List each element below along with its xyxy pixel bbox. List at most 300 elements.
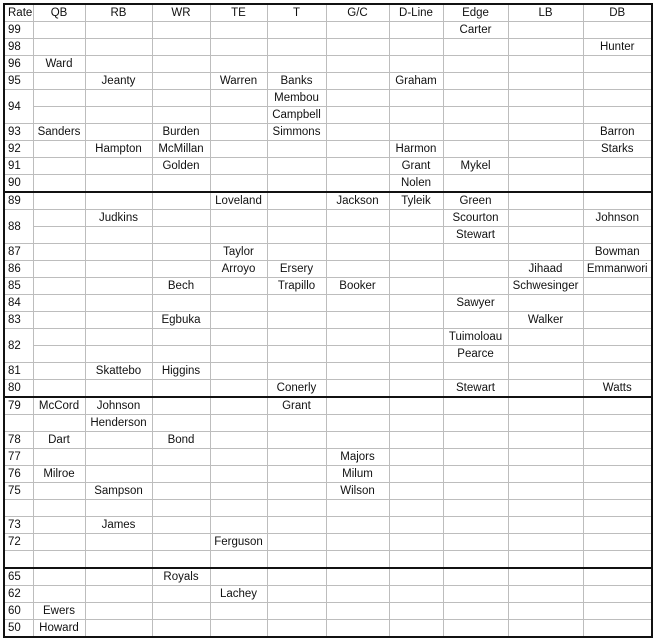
player-cell[interactable]: [326, 329, 389, 346]
player-cell[interactable]: [326, 73, 389, 90]
rate-cell[interactable]: 76: [4, 466, 33, 483]
player-cell[interactable]: [152, 415, 210, 432]
player-cell[interactable]: [210, 397, 267, 415]
player-cell[interactable]: Ferguson: [210, 534, 267, 551]
player-cell[interactable]: Bond: [152, 432, 210, 449]
player-cell[interactable]: [443, 483, 508, 500]
player-cell[interactable]: [508, 124, 583, 141]
player-cell[interactable]: [389, 124, 443, 141]
player-cell[interactable]: [326, 175, 389, 193]
player-cell[interactable]: [389, 568, 443, 586]
player-cell[interactable]: [267, 568, 326, 586]
player-cell[interactable]: [508, 158, 583, 175]
player-cell[interactable]: [508, 107, 583, 124]
player-cell[interactable]: [33, 329, 85, 346]
player-cell[interactable]: [443, 278, 508, 295]
player-cell[interactable]: [152, 603, 210, 620]
player-cell[interactable]: [85, 466, 152, 483]
player-cell[interactable]: [583, 107, 652, 124]
rate-cell[interactable]: 87: [4, 244, 33, 261]
player-cell[interactable]: Tuimoloau: [443, 329, 508, 346]
player-cell[interactable]: Tyleik: [389, 192, 443, 210]
player-cell[interactable]: [583, 517, 652, 534]
player-cell[interactable]: [152, 73, 210, 90]
player-cell[interactable]: [152, 261, 210, 278]
player-cell[interactable]: [389, 312, 443, 329]
player-cell[interactable]: [85, 158, 152, 175]
player-cell[interactable]: [326, 432, 389, 449]
player-cell[interactable]: McCord: [33, 397, 85, 415]
column-header[interactable]: Rate: [4, 4, 33, 22]
player-cell[interactable]: [152, 500, 210, 517]
player-cell[interactable]: [443, 261, 508, 278]
player-cell[interactable]: [389, 346, 443, 363]
player-cell[interactable]: Judkins: [85, 210, 152, 227]
player-cell[interactable]: [583, 363, 652, 380]
player-cell[interactable]: [583, 415, 652, 432]
player-cell[interactable]: [152, 466, 210, 483]
player-cell[interactable]: [389, 397, 443, 415]
player-cell[interactable]: [267, 483, 326, 500]
column-header[interactable]: DB: [583, 4, 652, 22]
player-cell[interactable]: [326, 56, 389, 73]
player-cell[interactable]: [326, 397, 389, 415]
rate-cell[interactable]: [4, 500, 33, 517]
player-cell[interactable]: [152, 244, 210, 261]
player-cell[interactable]: [508, 568, 583, 586]
player-cell[interactable]: Egbuka: [152, 312, 210, 329]
player-cell[interactable]: [326, 568, 389, 586]
player-cell[interactable]: [33, 175, 85, 193]
player-cell[interactable]: [267, 175, 326, 193]
player-cell[interactable]: [443, 466, 508, 483]
column-header[interactable]: T: [267, 4, 326, 22]
column-header[interactable]: G/C: [326, 4, 389, 22]
rate-cell[interactable]: 65: [4, 568, 33, 586]
player-cell[interactable]: Stewart: [443, 380, 508, 398]
player-cell[interactable]: [443, 107, 508, 124]
player-cell[interactable]: [326, 90, 389, 107]
player-cell[interactable]: [389, 227, 443, 244]
player-cell[interactable]: [85, 329, 152, 346]
player-cell[interactable]: [33, 586, 85, 603]
player-cell[interactable]: Membou: [267, 90, 326, 107]
player-cell[interactable]: Pearce: [443, 346, 508, 363]
rate-cell[interactable]: 95: [4, 73, 33, 90]
player-cell[interactable]: [85, 312, 152, 329]
player-cell[interactable]: [508, 56, 583, 73]
player-cell[interactable]: [267, 620, 326, 638]
player-cell[interactable]: [326, 227, 389, 244]
player-cell[interactable]: [508, 500, 583, 517]
player-cell[interactable]: [267, 517, 326, 534]
player-cell[interactable]: [210, 124, 267, 141]
rate-cell[interactable]: 72: [4, 534, 33, 551]
player-cell[interactable]: [152, 329, 210, 346]
player-cell[interactable]: [326, 244, 389, 261]
player-cell[interactable]: [508, 329, 583, 346]
player-cell[interactable]: Nolen: [389, 175, 443, 193]
player-cell[interactable]: Burden: [152, 124, 210, 141]
player-cell[interactable]: [508, 227, 583, 244]
player-cell[interactable]: Howard: [33, 620, 85, 638]
player-cell[interactable]: [508, 517, 583, 534]
player-cell[interactable]: [583, 534, 652, 551]
player-cell[interactable]: [508, 586, 583, 603]
player-cell[interactable]: [152, 397, 210, 415]
player-cell[interactable]: [267, 210, 326, 227]
player-cell[interactable]: [33, 107, 85, 124]
player-cell[interactable]: [152, 517, 210, 534]
player-cell[interactable]: [443, 449, 508, 466]
player-cell[interactable]: [583, 192, 652, 210]
player-cell[interactable]: [583, 551, 652, 569]
player-cell[interactable]: [326, 534, 389, 551]
player-cell[interactable]: Graham: [389, 73, 443, 90]
player-cell[interactable]: [210, 278, 267, 295]
player-cell[interactable]: [33, 346, 85, 363]
column-header[interactable]: RB: [85, 4, 152, 22]
player-cell[interactable]: [326, 295, 389, 312]
rate-cell[interactable]: 90: [4, 175, 33, 193]
player-cell[interactable]: Majors: [326, 449, 389, 466]
player-cell[interactable]: Banks: [267, 73, 326, 90]
player-cell[interactable]: [152, 56, 210, 73]
player-cell[interactable]: [326, 517, 389, 534]
player-cell[interactable]: [389, 22, 443, 39]
player-cell[interactable]: [508, 620, 583, 638]
player-cell[interactable]: [326, 210, 389, 227]
player-cell[interactable]: Conerly: [267, 380, 326, 398]
player-cell[interactable]: [85, 227, 152, 244]
player-cell[interactable]: [583, 22, 652, 39]
player-cell[interactable]: [210, 449, 267, 466]
player-cell[interactable]: [33, 551, 85, 569]
player-cell[interactable]: [583, 620, 652, 638]
player-cell[interactable]: [33, 568, 85, 586]
player-cell[interactable]: [583, 500, 652, 517]
player-cell[interactable]: [326, 312, 389, 329]
player-cell[interactable]: [326, 380, 389, 398]
rate-cell[interactable]: 75: [4, 483, 33, 500]
player-cell[interactable]: [152, 586, 210, 603]
player-cell[interactable]: [389, 551, 443, 569]
player-cell[interactable]: [326, 261, 389, 278]
rate-cell[interactable]: 60: [4, 603, 33, 620]
player-cell[interactable]: [583, 158, 652, 175]
player-cell[interactable]: [326, 500, 389, 517]
player-cell[interactable]: [326, 107, 389, 124]
player-cell[interactable]: [152, 483, 210, 500]
rate-cell[interactable]: 50: [4, 620, 33, 638]
player-cell[interactable]: [583, 175, 652, 193]
player-cell[interactable]: [33, 90, 85, 107]
player-cell[interactable]: [85, 124, 152, 141]
player-cell[interactable]: [267, 56, 326, 73]
player-cell[interactable]: [152, 449, 210, 466]
player-cell[interactable]: Stewart: [443, 227, 508, 244]
player-cell[interactable]: [210, 432, 267, 449]
player-cell[interactable]: [389, 278, 443, 295]
player-cell[interactable]: [85, 620, 152, 638]
player-cell[interactable]: [33, 210, 85, 227]
player-cell[interactable]: [508, 551, 583, 569]
player-cell[interactable]: Barron: [583, 124, 652, 141]
column-header[interactable]: Edge: [443, 4, 508, 22]
player-cell[interactable]: [583, 449, 652, 466]
player-cell[interactable]: Bowman: [583, 244, 652, 261]
column-header[interactable]: D-Line: [389, 4, 443, 22]
player-cell[interactable]: [389, 603, 443, 620]
player-cell[interactable]: [33, 415, 85, 432]
player-cell[interactable]: [443, 415, 508, 432]
player-cell[interactable]: [389, 210, 443, 227]
player-cell[interactable]: Milroe: [33, 466, 85, 483]
player-cell[interactable]: Wilson: [326, 483, 389, 500]
player-cell[interactable]: Ward: [33, 56, 85, 73]
rate-cell[interactable]: 93: [4, 124, 33, 141]
player-cell[interactable]: [326, 586, 389, 603]
player-cell[interactable]: [85, 39, 152, 56]
player-cell[interactable]: [267, 158, 326, 175]
player-cell[interactable]: Jihaad: [508, 261, 583, 278]
rate-cell[interactable]: 62: [4, 586, 33, 603]
player-cell[interactable]: Johnson: [583, 210, 652, 227]
player-cell[interactable]: [33, 192, 85, 210]
player-cell[interactable]: Henderson: [85, 415, 152, 432]
player-cell[interactable]: [152, 39, 210, 56]
player-cell[interactable]: [152, 90, 210, 107]
player-cell[interactable]: [508, 363, 583, 380]
player-cell[interactable]: [152, 346, 210, 363]
player-cell[interactable]: [583, 466, 652, 483]
player-cell[interactable]: [210, 346, 267, 363]
player-cell[interactable]: [443, 568, 508, 586]
rate-cell[interactable]: 94: [4, 90, 33, 124]
player-cell[interactable]: [583, 227, 652, 244]
player-cell[interactable]: [508, 192, 583, 210]
player-cell[interactable]: [583, 278, 652, 295]
player-cell[interactable]: [33, 517, 85, 534]
player-cell[interactable]: [267, 346, 326, 363]
player-cell[interactable]: [508, 295, 583, 312]
player-cell[interactable]: [33, 363, 85, 380]
player-cell[interactable]: [508, 397, 583, 415]
player-cell[interactable]: Royals: [152, 568, 210, 586]
player-cell[interactable]: [210, 415, 267, 432]
player-cell[interactable]: [267, 603, 326, 620]
player-cell[interactable]: [33, 449, 85, 466]
player-cell[interactable]: [210, 500, 267, 517]
player-cell[interactable]: [85, 261, 152, 278]
player-cell[interactable]: Loveland: [210, 192, 267, 210]
player-cell[interactable]: [85, 56, 152, 73]
player-cell[interactable]: [443, 56, 508, 73]
player-cell[interactable]: [389, 586, 443, 603]
player-cell[interactable]: [85, 432, 152, 449]
rate-cell[interactable]: [4, 415, 33, 432]
player-cell[interactable]: [326, 141, 389, 158]
player-cell[interactable]: [389, 620, 443, 638]
rate-cell[interactable]: 82: [4, 329, 33, 363]
player-cell[interactable]: [152, 107, 210, 124]
player-cell[interactable]: Schwesinger: [508, 278, 583, 295]
player-cell[interactable]: [508, 466, 583, 483]
player-cell[interactable]: [508, 483, 583, 500]
player-cell[interactable]: Emmanwori: [583, 261, 652, 278]
player-cell[interactable]: [33, 227, 85, 244]
player-cell[interactable]: [152, 192, 210, 210]
rate-cell[interactable]: 92: [4, 141, 33, 158]
player-cell[interactable]: Starks: [583, 141, 652, 158]
player-cell[interactable]: [210, 380, 267, 398]
player-cell[interactable]: [326, 363, 389, 380]
player-cell[interactable]: [443, 517, 508, 534]
player-cell[interactable]: [267, 415, 326, 432]
player-cell[interactable]: [210, 141, 267, 158]
player-cell[interactable]: [389, 329, 443, 346]
player-cell[interactable]: [443, 534, 508, 551]
player-cell[interactable]: [85, 295, 152, 312]
player-cell[interactable]: [443, 141, 508, 158]
player-cell[interactable]: Skattebo: [85, 363, 152, 380]
rate-cell[interactable]: 91: [4, 158, 33, 175]
player-cell[interactable]: [210, 312, 267, 329]
player-cell[interactable]: [443, 620, 508, 638]
player-cell[interactable]: [389, 534, 443, 551]
player-cell[interactable]: [210, 227, 267, 244]
player-cell[interactable]: [152, 534, 210, 551]
player-cell[interactable]: [210, 107, 267, 124]
player-cell[interactable]: [152, 620, 210, 638]
player-cell[interactable]: [85, 603, 152, 620]
player-cell[interactable]: [85, 500, 152, 517]
player-cell[interactable]: [85, 244, 152, 261]
column-header[interactable]: TE: [210, 4, 267, 22]
player-cell[interactable]: [508, 449, 583, 466]
player-cell[interactable]: [583, 346, 652, 363]
player-cell[interactable]: [583, 483, 652, 500]
player-cell[interactable]: [389, 500, 443, 517]
player-cell[interactable]: Sawyer: [443, 295, 508, 312]
player-cell[interactable]: [85, 107, 152, 124]
player-cell[interactable]: [389, 517, 443, 534]
player-cell[interactable]: [267, 39, 326, 56]
player-cell[interactable]: [33, 380, 85, 398]
player-cell[interactable]: [508, 380, 583, 398]
player-cell[interactable]: Higgins: [152, 363, 210, 380]
player-cell[interactable]: [583, 295, 652, 312]
player-cell[interactable]: [389, 380, 443, 398]
player-cell[interactable]: Carter: [443, 22, 508, 39]
player-cell[interactable]: Harmon: [389, 141, 443, 158]
player-cell[interactable]: Hunter: [583, 39, 652, 56]
player-cell[interactable]: [267, 432, 326, 449]
player-cell[interactable]: [389, 415, 443, 432]
player-cell[interactable]: [583, 312, 652, 329]
player-cell[interactable]: Trapillo: [267, 278, 326, 295]
column-header[interactable]: LB: [508, 4, 583, 22]
player-cell[interactable]: [389, 295, 443, 312]
player-cell[interactable]: [508, 432, 583, 449]
player-cell[interactable]: [85, 278, 152, 295]
player-cell[interactable]: [583, 329, 652, 346]
player-cell[interactable]: [210, 39, 267, 56]
player-cell[interactable]: [583, 432, 652, 449]
rate-cell[interactable]: 85: [4, 278, 33, 295]
player-cell[interactable]: [326, 39, 389, 56]
player-cell[interactable]: [508, 39, 583, 56]
player-cell[interactable]: [443, 244, 508, 261]
rate-cell[interactable]: [4, 551, 33, 569]
player-cell[interactable]: Simmons: [267, 124, 326, 141]
player-cell[interactable]: [210, 620, 267, 638]
column-header[interactable]: WR: [152, 4, 210, 22]
rate-cell[interactable]: 83: [4, 312, 33, 329]
player-cell[interactable]: [33, 483, 85, 500]
player-cell[interactable]: [326, 124, 389, 141]
player-cell[interactable]: [583, 586, 652, 603]
player-cell[interactable]: [210, 363, 267, 380]
column-header[interactable]: QB: [33, 4, 85, 22]
rate-cell[interactable]: 80: [4, 380, 33, 398]
player-cell[interactable]: [508, 141, 583, 158]
player-cell[interactable]: [267, 329, 326, 346]
player-cell[interactable]: [210, 517, 267, 534]
rate-cell[interactable]: 89: [4, 192, 33, 210]
player-cell[interactable]: [508, 244, 583, 261]
player-cell[interactable]: [33, 22, 85, 39]
player-cell[interactable]: [508, 90, 583, 107]
player-cell[interactable]: [326, 158, 389, 175]
player-cell[interactable]: [389, 90, 443, 107]
player-cell[interactable]: [508, 175, 583, 193]
player-cell[interactable]: Golden: [152, 158, 210, 175]
player-cell[interactable]: [33, 39, 85, 56]
player-cell[interactable]: [508, 73, 583, 90]
player-cell[interactable]: [389, 432, 443, 449]
player-cell[interactable]: [210, 175, 267, 193]
player-cell[interactable]: [389, 483, 443, 500]
player-cell[interactable]: Walker: [508, 312, 583, 329]
player-cell[interactable]: [389, 449, 443, 466]
player-cell[interactable]: Ersery: [267, 261, 326, 278]
player-cell[interactable]: [267, 295, 326, 312]
player-cell[interactable]: Bech: [152, 278, 210, 295]
player-cell[interactable]: [152, 175, 210, 193]
player-cell[interactable]: [210, 56, 267, 73]
player-cell[interactable]: [85, 568, 152, 586]
player-cell[interactable]: Lachey: [210, 586, 267, 603]
player-cell[interactable]: Sanders: [33, 124, 85, 141]
player-cell[interactable]: [389, 261, 443, 278]
player-cell[interactable]: [583, 603, 652, 620]
player-cell[interactable]: [508, 22, 583, 39]
player-cell[interactable]: Mykel: [443, 158, 508, 175]
player-cell[interactable]: Taylor: [210, 244, 267, 261]
player-cell[interactable]: [267, 227, 326, 244]
player-cell[interactable]: [267, 534, 326, 551]
player-cell[interactable]: [85, 346, 152, 363]
player-cell[interactable]: [33, 261, 85, 278]
player-cell[interactable]: [152, 551, 210, 569]
player-cell[interactable]: Johnson: [85, 397, 152, 415]
player-cell[interactable]: [33, 244, 85, 261]
player-cell[interactable]: [583, 568, 652, 586]
player-cell[interactable]: [210, 551, 267, 569]
player-cell[interactable]: [443, 551, 508, 569]
player-cell[interactable]: [389, 244, 443, 261]
